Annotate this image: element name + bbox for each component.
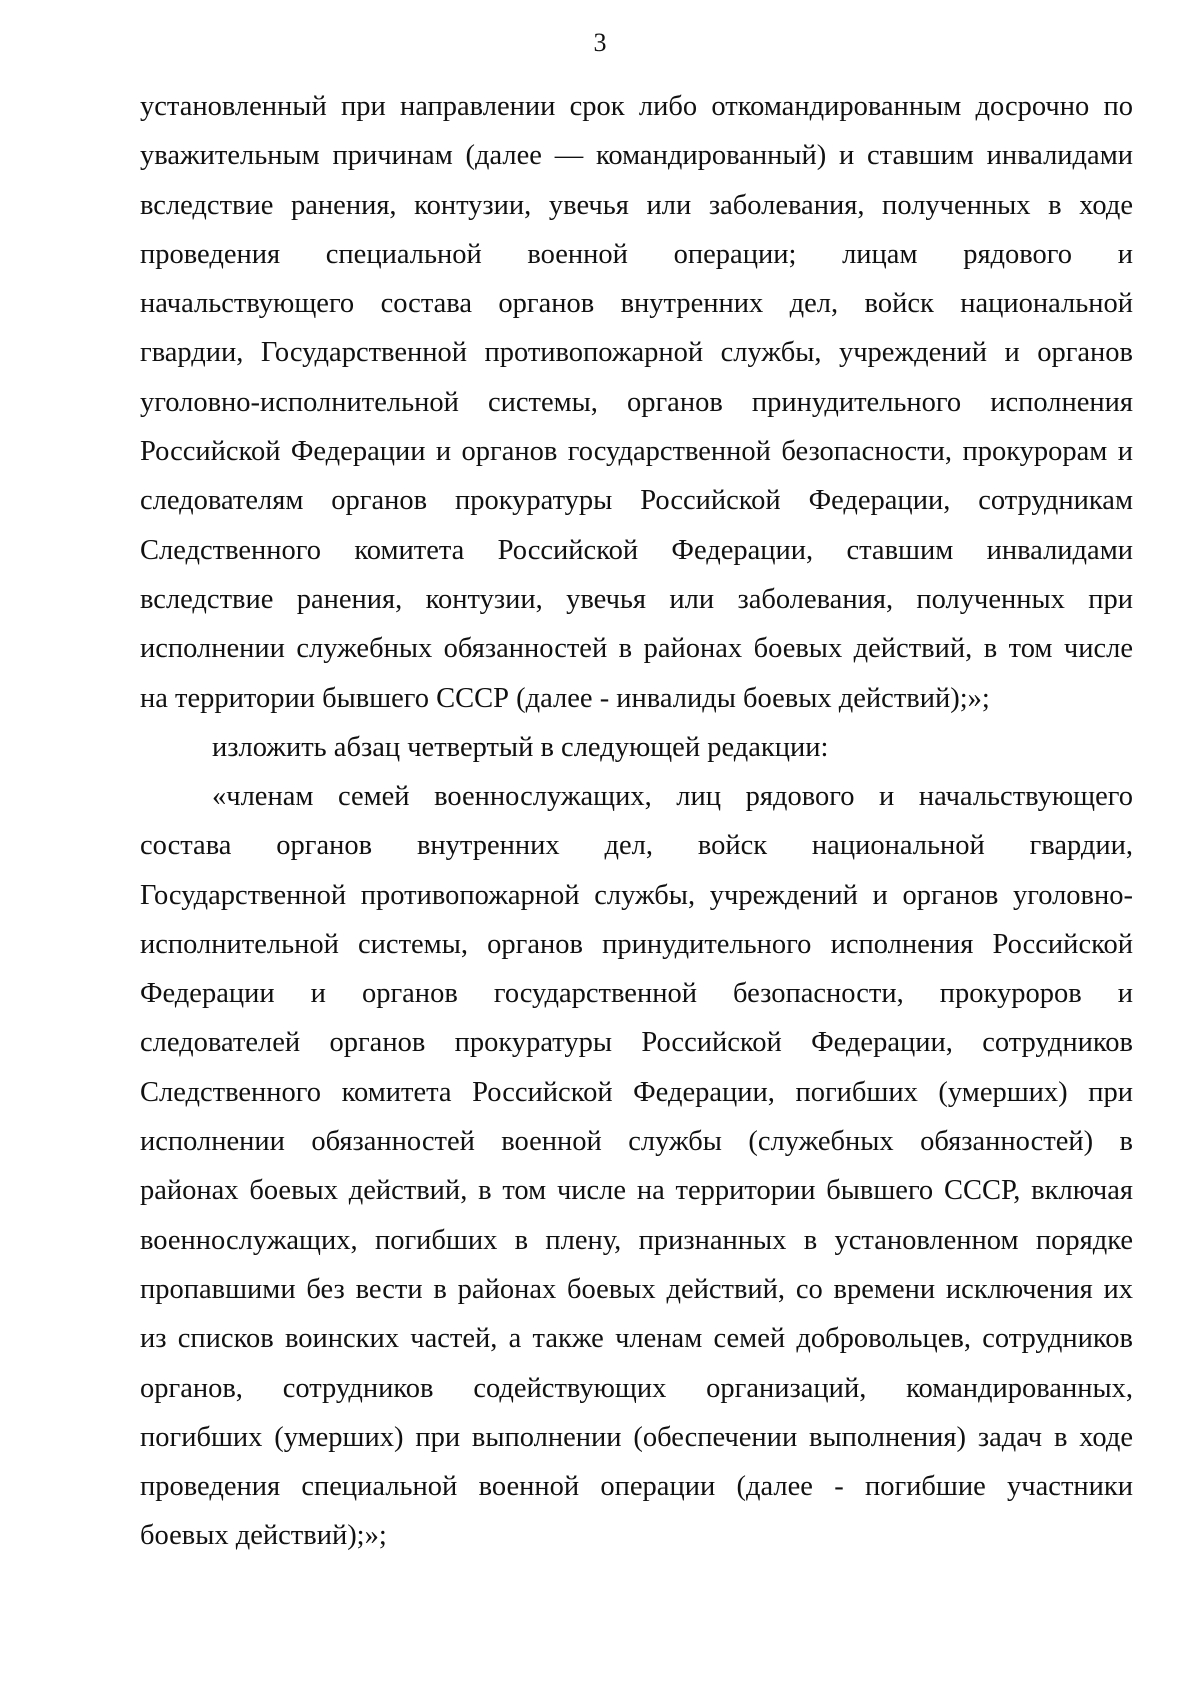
text-line: проведения специальной военной операции (далее - погибшие участники [140, 1471, 1133, 1503]
text-line: изложить абзац четвертый в следующей редакции: [212, 732, 829, 763]
text-line: следователям органов прокуратуры Российской Федерации, сотрудникам [140, 485, 1133, 517]
text-line: Федерации и органов государственной безопасности, прокуроров и [140, 978, 1133, 1010]
paragraph-3 [140, 772, 1133, 1561]
text-line: на территории бывшего СССР (далее - инвалиды боевых действий);»; [140, 682, 990, 714]
text-line: Следственного комитета Российской Федерации, погибших (умерших) при [140, 1076, 1133, 1108]
text-line: исполнительной системы, органов принудительного исполнения Российской [140, 928, 1133, 960]
text-line: вследствие ранения, контузии, увечья или заболевания, полученных при [140, 583, 1133, 615]
text-line: районах боевых действий, в том числе на территории бывшего СССР, включая [140, 1175, 1133, 1207]
text-line: проведения специальной военной операции; лицам рядового и [140, 238, 1133, 270]
text-line: уважительным причинам (далее — командированный) и ставшим инвалидами [140, 140, 1133, 172]
text-line: вследствие ранения, контузии, увечья или заболевания, полученных в ходе [140, 189, 1133, 221]
text-line: погибших (умерших) при выполнении (обеспечении выполнения) задач в ходе [140, 1421, 1133, 1453]
text-line: Российской Федерации и органов государственной безопасности, прокурорам и [140, 436, 1133, 468]
text-line: боевых действий);»; [140, 1520, 387, 1552]
paragraph-2 [140, 723, 1133, 772]
text-line: органов, сотрудников содействующих организаций, командированных, [140, 1372, 1133, 1404]
text-line: исполнении обязанностей военной службы (служебных обязанностей) в [140, 1126, 1133, 1158]
text-line: пропавшими без вести в районах боевых действий, со времени исключения их [140, 1273, 1133, 1305]
text-line: уголовно-исполнительной системы, органов принудительного исполнения [140, 386, 1133, 418]
text-line: гвардии, Государственной противопожарной службы, учреждений и органов [140, 337, 1133, 369]
text-line: состава органов внутренних дел, войск национальной гвардии, [140, 830, 1133, 862]
text-line: исполнении служебных обязанностей в районах боевых действий, в том числе [140, 633, 1133, 665]
text-line: следователей органов прокуратуры Российской Федерации, сотрудников [140, 1027, 1133, 1059]
text-line: Следственного комитета Российской Федерации, ставшим инвалидами [140, 534, 1133, 566]
text-line: «членам семей военнослужащих, лиц рядового и начальствующего [212, 781, 1133, 812]
text-line: начальствующего состава органов внутренних дел, войск национальной [140, 288, 1133, 320]
text-line: Государственной противопожарной службы, учреждений и органов уголовно- [140, 879, 1133, 911]
text-line: военнослужащих, погибших в плену, признанных в установленном порядке [140, 1224, 1133, 1256]
text-line: установленный при направлении срок либо откомандированным досрочно по [140, 91, 1133, 122]
page-number: 3 [593, 28, 607, 57]
text-line: из списков воинских частей, а также членам семей добровольцев, сотрудников [140, 1323, 1133, 1355]
paragraph-1 [140, 82, 1133, 723]
